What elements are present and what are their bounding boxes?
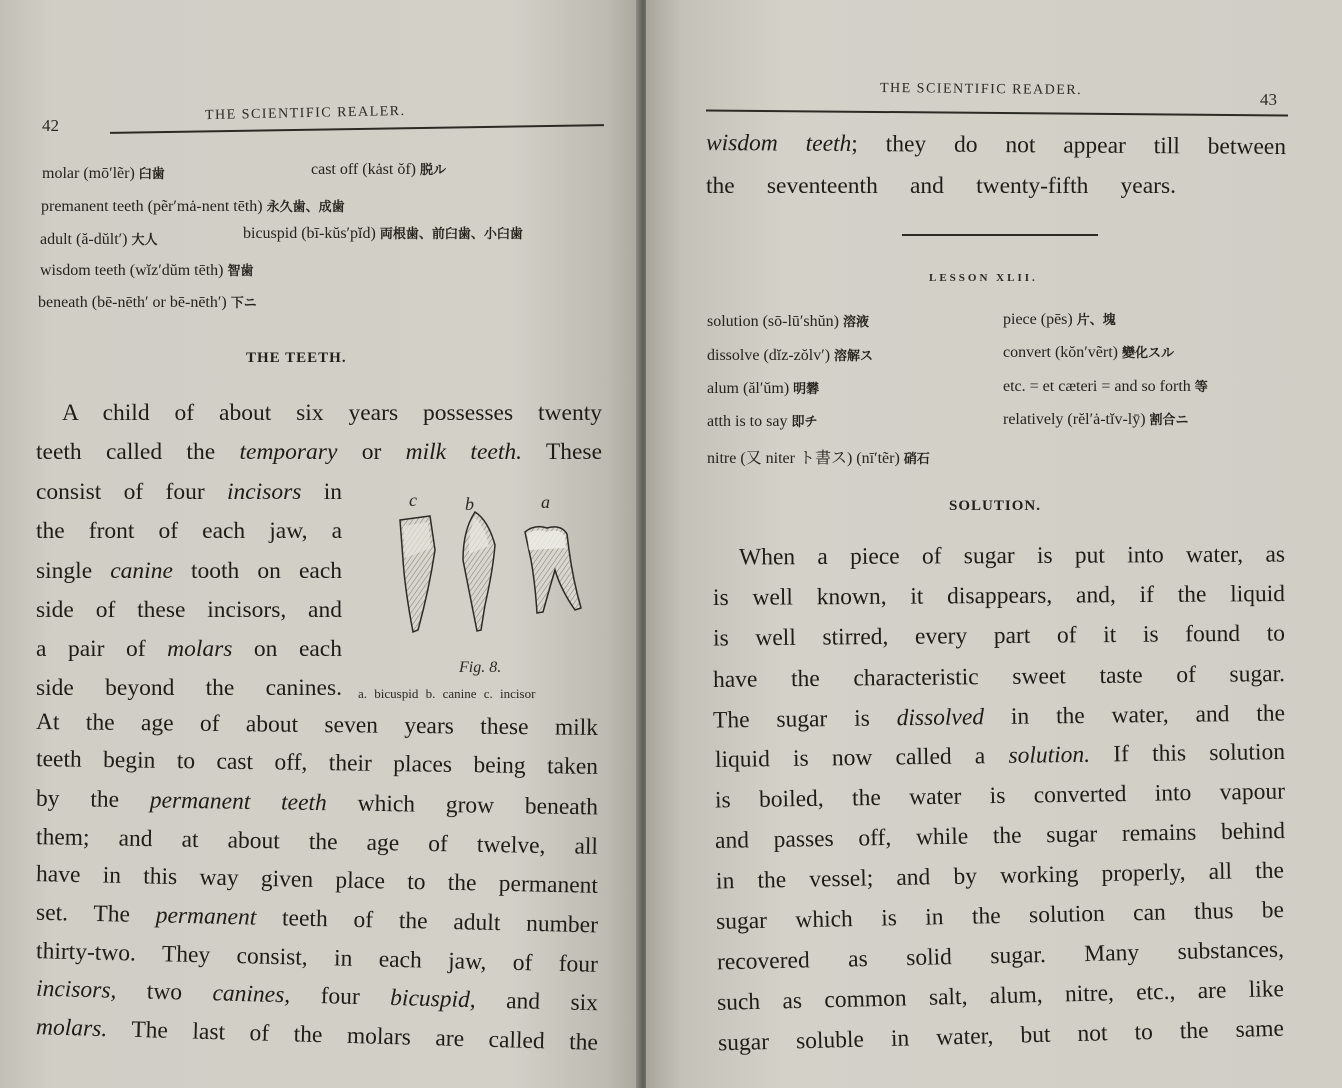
vocab-entry (243, 223, 523, 243)
figure-title: Fig. 8. (459, 659, 502, 676)
italic-term: solution. (1008, 741, 1091, 769)
italic-term: wisdom teeth (705, 129, 852, 157)
body-line (716, 936, 1285, 976)
vocab-entry (40, 229, 157, 249)
body-line (716, 899, 1284, 934)
vocab-term: etc. = et cæteri = and so forth (1003, 378, 1191, 395)
body-line (713, 663, 1285, 692)
italic-term: permanent (155, 902, 257, 931)
text-run: in the water, and the (983, 700, 1286, 731)
body-line (35, 975, 599, 1017)
vocab-gloss: 脱ル (420, 163, 447, 178)
lesson-heading: LESSON XLII. (929, 272, 1038, 284)
body-line (714, 778, 1286, 814)
italic-term: milk teeth. (405, 439, 522, 465)
right-page (646, 0, 1342, 1088)
body-line (712, 620, 1286, 652)
vocab-entry (1003, 309, 1116, 329)
vocab-term: solution (sō-lū′shŭn) (707, 313, 839, 330)
vocab-entry (707, 411, 817, 431)
text-run: which grow beneath (326, 790, 599, 821)
vocab-gloss: 硝石 (903, 452, 930, 467)
italic-term: dissolved (896, 704, 985, 732)
body-line (36, 1016, 598, 1055)
page-number: 43 (1260, 90, 1277, 109)
text-run: the front of each jaw, a (36, 518, 342, 544)
teeth-illustration (385, 510, 590, 660)
vocab-gloss: 下ニ (230, 296, 257, 311)
vocab-entry (1003, 342, 1174, 362)
italic-term: incisors, (35, 975, 117, 1004)
text-run: is well stirred, every part of it is found to (712, 620, 1286, 652)
text-run: teeth begin to cast off, their places being taken (35, 746, 599, 780)
vocab-term: piece (pēs) (1003, 311, 1073, 328)
italic-term: temporary (239, 439, 338, 465)
canine-drawing (463, 512, 495, 631)
continuation-line (706, 175, 1176, 199)
body-line (715, 857, 1285, 895)
vocab-term: wisdom teeth (wĭz′dŭm tēth) (40, 262, 224, 279)
text-run: The last of the molars are called the (106, 1016, 599, 1056)
vocab-entry (311, 159, 446, 179)
text-run: liquid is now called a (714, 742, 1009, 773)
text-run: is boiled, the water is converted into vapour (714, 778, 1286, 814)
body-line (36, 520, 342, 544)
vocab-entry (40, 260, 253, 280)
vocab-gloss: 両根歯、前臼歯、小臼歯 (379, 227, 523, 242)
body-line (717, 1015, 1285, 1057)
vocab-gloss: 等 (1194, 380, 1208, 395)
text-run: have in this way given place to the permanent (35, 861, 599, 899)
text-run: teeth of the adult number (255, 904, 599, 939)
figure-label-b: b (465, 494, 474, 514)
section-title: SOLUTION. (949, 498, 1041, 514)
italic-term: bicuspid, (389, 984, 477, 1014)
text-run: two (116, 977, 213, 1007)
text-run: four (289, 982, 391, 1011)
body-line (36, 560, 342, 584)
vocab-entry (707, 378, 819, 398)
body-line (715, 820, 1285, 853)
text-run: At the age of about seven years these milk (35, 709, 599, 741)
incisor-drawing (400, 516, 435, 632)
text-run: is well known, it disappears, and, if the liquid (712, 581, 1286, 611)
text-run: side beyond the canines. (36, 675, 342, 701)
bicuspid-drawing (525, 527, 581, 613)
vocab-term: adult (ă-dŭlt′) (40, 231, 128, 248)
text-run: in (301, 479, 343, 505)
text-run: These (521, 439, 603, 465)
header-rule (110, 124, 604, 134)
vocab-gloss: 變化スル (1122, 346, 1175, 361)
section-title: THE TEETH. (246, 350, 347, 366)
text-run: them; and at about the age of twelve, all (35, 824, 599, 860)
vocab-gloss: 片、塊 (1076, 313, 1116, 328)
italic-term: permanent teeth (149, 787, 328, 817)
header-rule (706, 109, 1288, 116)
text-run: consist of four (36, 479, 227, 505)
vocab-term: molar (mō′lẽr) (42, 165, 135, 182)
text-run: sugar which is in the solution can thus be (715, 897, 1285, 935)
body-line (36, 826, 598, 859)
body-line (36, 863, 598, 898)
section-divider (902, 234, 1098, 236)
text-run: have the characteristic sweet taste of sugar. (712, 661, 1286, 693)
text-run: a pair of (36, 636, 168, 662)
vocab-gloss: 即チ (791, 415, 818, 430)
vocab-gloss: 溶液 (842, 315, 869, 330)
vocab-term: relatively (rĕl′ȧ-tĭv-lȳ) (1003, 411, 1146, 428)
text-run: in the vessel; and by working properly, all the (715, 857, 1285, 895)
body-line (36, 677, 342, 701)
text-run: such as common salt, alum, nitre, etc., are like (716, 976, 1285, 1016)
text-run: tooth on each (172, 558, 342, 584)
text-run: side of these incisors, and (36, 597, 342, 623)
text-run: the seventeenth and twenty-fifth years. (706, 173, 1176, 199)
body-line (35, 899, 599, 939)
text-run: The sugar is (712, 705, 897, 734)
text-run: and six (475, 987, 599, 1017)
body-line (36, 638, 342, 662)
text-run: recovered as solid sugar. Many substances, (716, 936, 1285, 976)
text-run: by the (35, 785, 151, 814)
vocab-entry (38, 292, 257, 312)
vocab-term: cast off (kȧst ŏf) (311, 161, 416, 178)
vocab-entry (707, 311, 869, 331)
running-head: THE SCIENTIFIC READER. (879, 80, 1083, 99)
vocab-term: nitre (又 niter ト書ス) (nī′tẽr) (707, 450, 900, 467)
text-run: thirty-two. They consist, in each jaw, of four (35, 938, 599, 978)
vocab-entry (707, 445, 930, 468)
italic-term: canine (110, 558, 173, 584)
body-line (713, 583, 1285, 610)
vocab-term: convert (kŏn′vẽrt) (1003, 344, 1119, 361)
vocab-entry (42, 163, 165, 183)
text-run: set. The (35, 899, 157, 929)
body-line (36, 441, 602, 465)
figure-caption: a. bicuspid b. canine c. incisor (358, 686, 536, 701)
body-line (715, 741, 1285, 772)
vocab-entry (1003, 376, 1208, 396)
body-line (36, 748, 598, 779)
text-run: sugar soluble in water, but not to the same (717, 1015, 1285, 1057)
vocab-term: premanent teeth (pẽr′mȧ-nent tēth) (41, 198, 263, 215)
vocab-gloss: 明礬 (793, 382, 820, 397)
body-line (36, 599, 342, 623)
vocab-term: atth is to say (707, 413, 788, 430)
body-line (35, 785, 599, 821)
page-number: 42 (42, 116, 59, 135)
figure-label-a: a (541, 492, 550, 512)
text-run: and passes off, while the sugar remains behind (714, 818, 1286, 854)
running-head: THE SCIENTIFIC REALER. (204, 103, 406, 124)
vocab-gloss: 割合ニ (1149, 413, 1189, 428)
vocab-gloss: 大人 (131, 233, 158, 248)
text-run: single (36, 558, 111, 584)
vocab-entry (41, 196, 345, 216)
text-run: When a piece of sugar is put into water, as (738, 541, 1286, 571)
vocab-entry (707, 345, 873, 365)
vocab-term: beneath (bē-nēth′ or bē-nēth′) (38, 294, 227, 311)
text-run: on each (232, 636, 342, 662)
figure-label-c: c (409, 490, 417, 510)
vocab-term: alum (ăl′ŭm) (707, 380, 790, 397)
body-line (36, 940, 598, 977)
left-page (0, 0, 640, 1088)
italic-term: molars. (35, 1014, 108, 1043)
italic-term: molars (167, 636, 233, 662)
text-run: If this solution (1089, 739, 1286, 768)
vocab-gloss: 永久歯、成歯 (266, 200, 345, 215)
body-line (62, 402, 602, 426)
text-run: teeth called the (36, 439, 240, 465)
body-line (36, 711, 598, 740)
vocab-gloss: 溶解ス (834, 349, 874, 364)
vocab-term: bicuspid (bī-kŭs′pĭd) (243, 225, 376, 242)
continuation-line (705, 129, 1287, 161)
vocab-term: dissolve (dĭz-zŏlv′) (707, 347, 831, 364)
text-run: ; they do not appear till between (851, 130, 1287, 161)
text-run: A child of about six years possesses twenty (62, 400, 602, 426)
body-line (712, 700, 1286, 734)
italic-term: incisors (226, 479, 302, 505)
vocab-gloss: 智歯 (227, 264, 254, 279)
vocab-entry (1003, 409, 1189, 429)
vocab-gloss: 臼歯 (138, 167, 165, 182)
body-line (717, 978, 1284, 1015)
italic-term: canines, (212, 980, 291, 1009)
body-line (36, 481, 342, 505)
text-run: or (337, 439, 406, 465)
body-line (738, 541, 1286, 571)
